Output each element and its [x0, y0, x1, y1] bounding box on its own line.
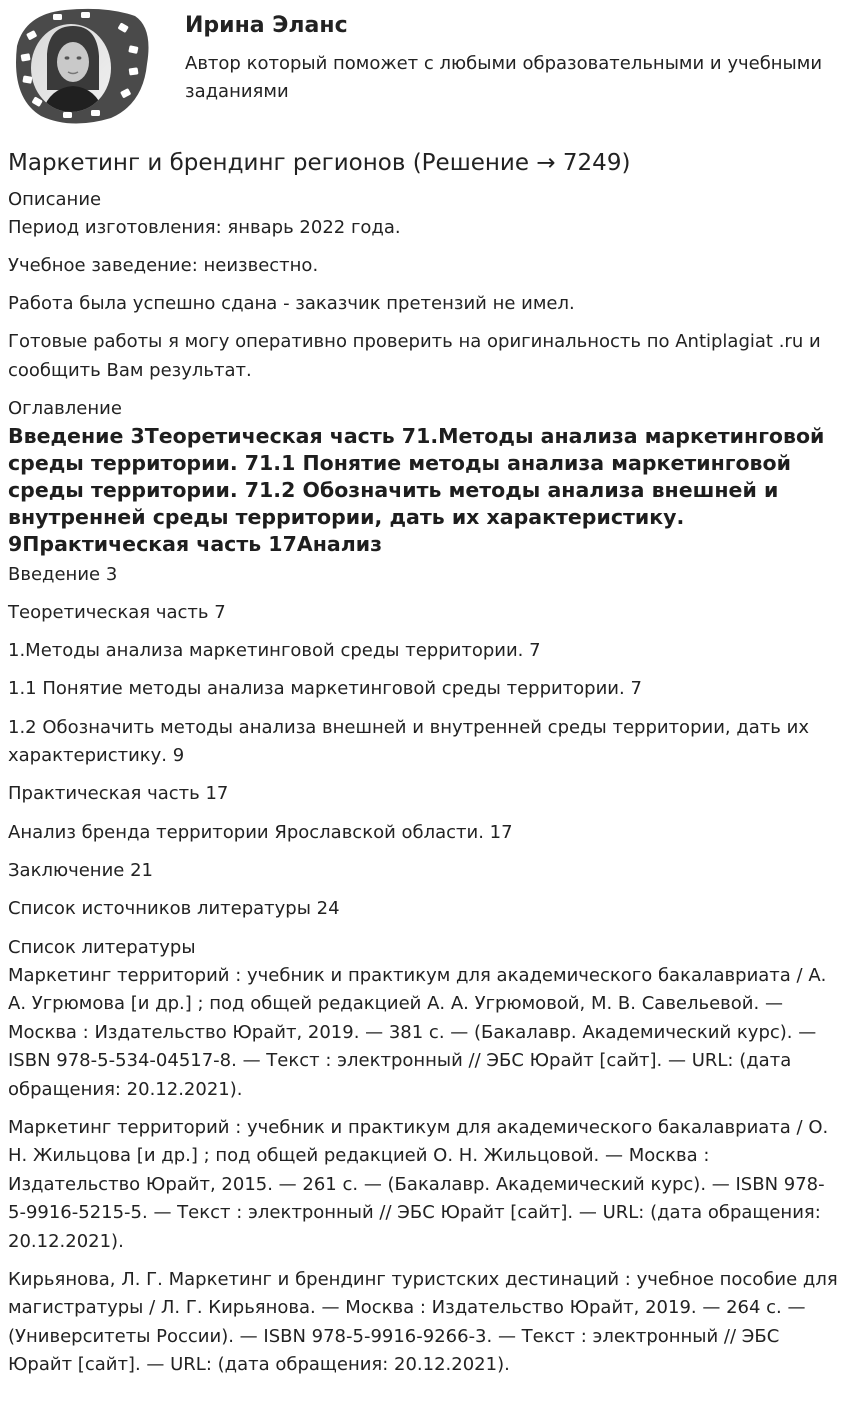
description-line: Работа была успешно сдана - заказчик претензий не имел.: [8, 293, 575, 314]
toc-section: [8, 395, 840, 924]
author-name[interactable]: Ирина Эланс: [185, 13, 348, 38]
main-content: [8, 186, 840, 1389]
toc-item: Анализ бренда территории Ярославской области. 17: [8, 821, 513, 843]
toc-item: 1.1 Понятие методы анализа маркетинговой среды территории. 7: [8, 678, 642, 700]
bibliography-item: Кирьянова, Л. Г. Маркетинг и брендинг туристских дестинаций : учебное пособие для магистратуры / Л. Г. Кирьянова. — Москва : Издательство Юрайт, 2019. — 264 с. — (Университеты России). — ISBN 978-5-9916-9266-3. — Текст : электронный // ЭБС Юрайт [сайт]. — URL: (дата обращения: 20.12.2021).: [8, 1268, 838, 1376]
bibliography-item: Маркетинг территорий : учебник и практикум для академического бакалавриата / А. А. Угрюмова [и др.] ; под общей редакцией А. А. Угрюмовой, М. В. Савельевой. — Москва : Издательство Юрайт, 2019. — 381 с. — (Бакалавр. Академический курс). — ISBN 978-5-534-04517-8. — Текст : электронный // ЭБС Юрайт [сайт]. — URL: (дата обращения: 20.12.2021).: [8, 964, 827, 1100]
description-line: Готовые работы я могу оперативно проверить на оригинальность по Antiplagiat .ru и сообщить Вам результат.: [8, 331, 821, 381]
toc-item: Практическая часть 17: [8, 783, 229, 805]
toc-item: 1.Методы анализа маркетинговой среды территории. 7: [8, 640, 541, 662]
author-avatar[interactable]: [7, 6, 151, 126]
toc-summary: Введение 3Теоретическая часть 71.Методы анализа маркетинговой среды территории. 71.1 Понятие методы анализа маркетинговой среды территории. 71.2 Обозначить методы анализа внешней и внутренней среды территории, дать их характеристику. 9Практическая часть 17Анализ: [8, 423, 825, 556]
author-description: Автор который поможет с любыми образовательными и учебными заданиями: [185, 53, 823, 102]
bibliography-item: Маркетинг территорий : учебник и практикум для академического бакалавриата / О. Н. Жильцова [и др.] ; под общей редакцией О. Н. Жильцовой. — Москва : Издательство Юрайт, 2015. — 261 с. — (Бакалавр. Академический курс). — ISBN 978-5-9916-5215-5. — Текст : электронный // ЭБС Юрайт [сайт]. — URL: (дата обращения: 20.12.2021).: [8, 1116, 829, 1252]
bibliography-label: Список литературы: [8, 936, 196, 958]
description-label: Описание: [8, 189, 102, 210]
author-header: [0, 0, 847, 135]
page-title: Маркетинг и брендинг регионов (Решение → 7249): [8, 150, 631, 176]
toc-item: Теоретическая часть 7: [8, 601, 226, 623]
description-line: Учебное заведение: неизвестно.: [8, 255, 319, 276]
description-section: [8, 186, 840, 385]
toc-item: Введение 3: [8, 563, 118, 585]
toc-item: Заключение 21: [8, 860, 153, 882]
description-line: Период изготовления: январь 2022 года.: [8, 217, 401, 238]
bibliography-section: [8, 934, 840, 1380]
toc-item: 1.2 Обозначить методы анализа внешней и внутренней среды территории, дать их характеристику. 9: [8, 716, 809, 767]
toc-label: Оглавление: [8, 397, 122, 419]
toc-item: Список источников литературы 24: [8, 898, 340, 920]
